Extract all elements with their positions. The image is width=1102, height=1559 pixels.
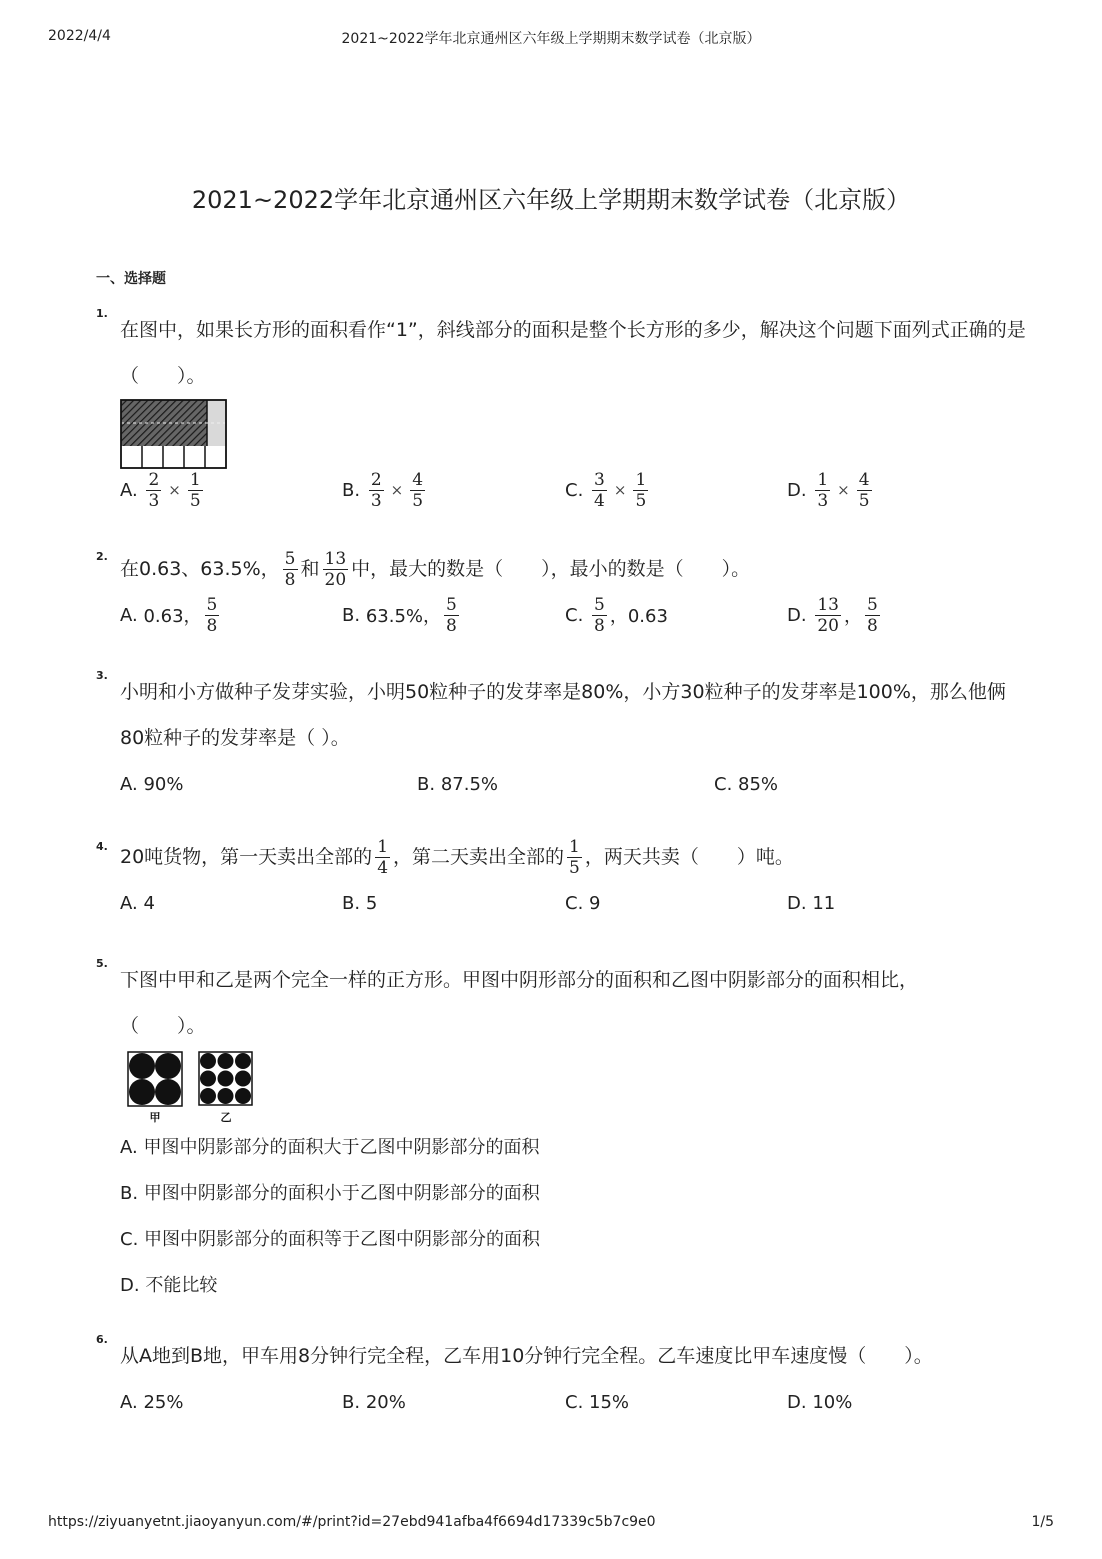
question-6	[96, 1333, 1026, 1425]
question-number: 2.	[96, 550, 108, 563]
option-d[interactable]: D. $\frac{13}{20}$ ， $\frac{5}{8}$	[787, 594, 878, 636]
option-b[interactable]: B. 63.5%， $\frac{5}{8}$	[342, 594, 457, 636]
option-c[interactable]: C. 85%	[714, 773, 779, 795]
option-d[interactable]: D. 不能比较	[120, 1275, 218, 1296]
option-d[interactable]: D. $\frac{1}{3}$ × $\frac{4}{5}$	[787, 469, 870, 511]
option-a[interactable]: A. 90%	[120, 773, 184, 795]
print-header-title: 2021~2022学年北京通州区六年级上学期期末数学试卷（北京版）	[341, 31, 761, 47]
option-row	[120, 761, 1026, 807]
option-b[interactable]: B. 20%	[342, 1391, 406, 1413]
option-c[interactable]: C. 9	[565, 892, 601, 914]
hatched-rectangle-figure	[120, 399, 1026, 475]
question-number: 1.	[96, 307, 108, 320]
question-4	[96, 834, 1026, 926]
option-a[interactable]: A. 0.63， $\frac{5}{8}$	[120, 594, 218, 636]
question-text: 20吨货物，第一天卖出全部的 $\frac{1}{4}$ ，第二天卖出全部的 $\frac{1}{5}$ ，两天共卖（ ）吨。	[120, 837, 794, 878]
option-b[interactable]: B. 5	[342, 892, 378, 914]
print-header-date: 2022/4/4	[48, 28, 111, 44]
question-text: 在0.63、63.5%， $\frac{5}{8}$ 和 $\frac{13}{20}$ 中，最大的数是（ ），最小的数是（ ）。	[120, 549, 751, 590]
document-title: 2021~2022学年北京通州区六年级上学期期末数学试卷（北京版）	[191, 186, 911, 214]
option-row	[120, 880, 1026, 926]
question-text: 从A地到B地，甲车用8分钟行完全程，乙车用10分钟行完全程。乙车速度比甲车速度慢（ ）。	[120, 1345, 933, 1367]
question-number: 5.	[96, 957, 108, 970]
option-a[interactable]: A. 25%	[120, 1391, 184, 1413]
question-text: 在图中，如果长方形的面积看作“1”，斜线部分的面积是整个长方形的多少，解决这个问题下面列式正确的是（ ）。	[120, 319, 1026, 387]
question-text: 下图中甲和乙是两个完全一样的正方形。甲图中阴形部分的面积和乙图中阴影部分的面积相比，（ ）。	[120, 969, 919, 1037]
option-b[interactable]: B. 87.5%	[417, 773, 498, 795]
question-text: 小明和小方做种子发芽实验，小明50粒种子的发芽率是80%，小方30粒种子的发芽率是100%，那么他俩80粒种子的发芽率是（ ）。	[120, 681, 1006, 749]
question-1	[96, 307, 1026, 513]
square-circles-figure	[120, 1051, 1026, 1125]
question-3	[96, 669, 1026, 807]
option-c[interactable]: C. $\frac{5}{8}$ ，0.63	[565, 594, 668, 636]
label-yi: 乙	[220, 1111, 232, 1124]
question-5	[96, 957, 1026, 1309]
option-c[interactable]: C. 甲图中阴影部分的面积等于乙图中阴影部分的面积	[120, 1229, 541, 1250]
question-number: 4.	[96, 840, 108, 853]
option-b[interactable]: B. 甲图中阴影部分的面积小于乙图中阴影部分的面积	[120, 1183, 540, 1204]
print-footer-url: https://ziyuanyetnt.jiaoyanyun.com/#/print?id=27ebd941afba4f6694d17339c5b7c9e0	[48, 1514, 656, 1530]
option-b[interactable]: B. $\frac{2}{3}$ × $\frac{4}{5}$	[342, 469, 424, 511]
question-number: 3.	[96, 669, 108, 682]
option-a[interactable]: A. 甲图中阴影部分的面积大于乙图中阴影部分的面积	[120, 1137, 540, 1158]
option-a[interactable]: A. $\frac{2}{3}$ × $\frac{1}{5}$	[120, 469, 201, 511]
option-row	[120, 1379, 1026, 1425]
section-heading: 一、选择题	[96, 271, 166, 287]
option-c[interactable]: C. $\frac{3}{4}$ × $\frac{1}{5}$	[565, 469, 647, 511]
question-number: 6.	[96, 1333, 108, 1346]
option-c[interactable]: C. 15%	[565, 1391, 630, 1413]
label-jia: 甲	[149, 1111, 161, 1124]
option-a[interactable]: A. 4	[120, 892, 155, 914]
question-2	[96, 546, 1026, 638]
option-row	[120, 592, 1026, 638]
option-d[interactable]: D. 11	[787, 892, 836, 914]
option-d[interactable]: D. 10%	[787, 1391, 853, 1413]
print-footer-page-number: 1/5	[1031, 1514, 1054, 1530]
option-row	[120, 467, 1026, 513]
